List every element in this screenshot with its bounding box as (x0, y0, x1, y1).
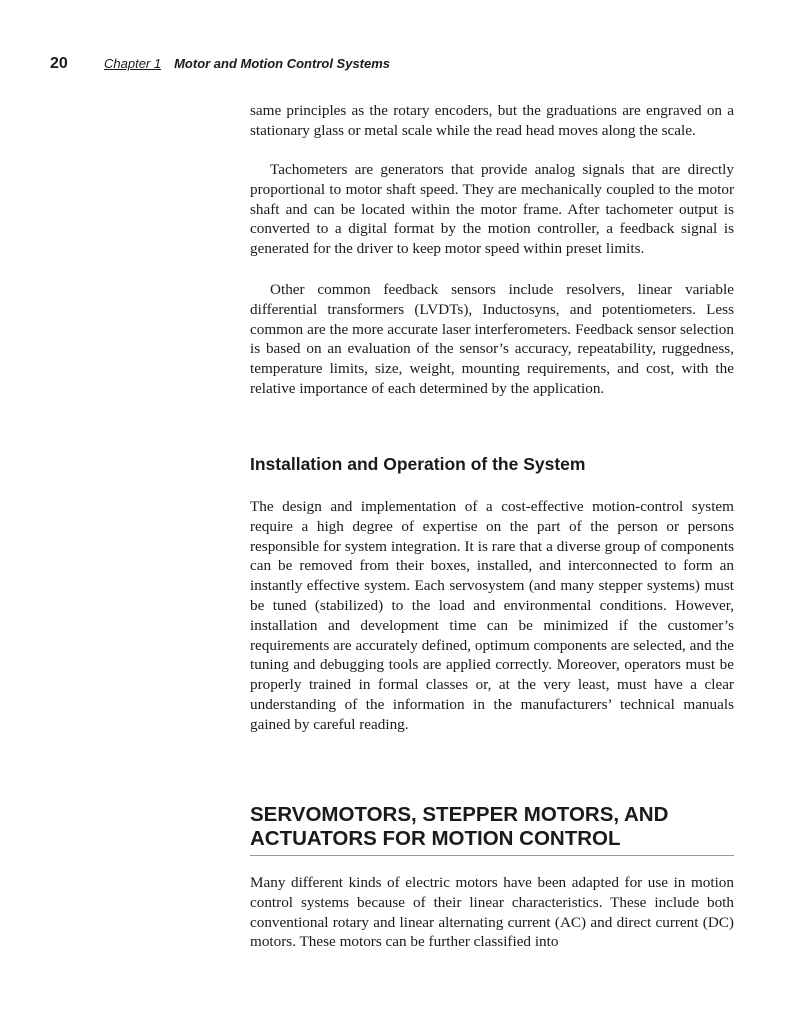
paragraph-tachometers: Tachometers are generators that provide analog signals that are directly proportional to motor shaft speed. They are mechanically coupled to the motor shaft and can be located within the motor frame. After tachometer output is converted to a digital format by the motion controller, a feedback signal is generated for the driver to keep motor speed within preset limits. (250, 161, 734, 258)
section-heading: Installation and Operation of the System (250, 454, 586, 474)
chapter-title: Motor and Motion Control Systems (174, 56, 391, 71)
paragraph-encoder-continuation: same principles as the rotary encoders, but the graduations are engraved on a stationary glass or metal scale while the read head moves along the scale. (250, 102, 734, 139)
page-number: 20 (50, 55, 68, 72)
paragraph-installation: The design and implementation of a cost-effective motion-control system require a high degree of expertise on the part of the person or persons responsible for system integration. It is rare that a diverse group of components can be removed from their boxes, installed, and interconnected to form an instantly effective system. Each servosystem (and many stepper systems) must be tuned (stabilized) to the load and environmental conditions. However, installation and development time can be minimized if the customer’s requirements are accurately defined, optimum components are selected, and the tuning and debugging tools are applied correctly. Moreover, operators must be properly trained in formal classes or, at the very least, must have a clear understanding of the information in the manufacturers’ technical manuals gained by careful reading. (250, 498, 734, 733)
running-head (50, 55, 390, 73)
chapter-label: Chapter 1 (104, 56, 162, 71)
paragraph-motors: Many different kinds of electric motors have been adapted for use in motion control systems because of their linear characteristics. These include both conventional rotary and linear alternating current (AC) and direct current (DC) motors. These motors can be further classified into (250, 874, 734, 951)
major-heading-line-2: ACTUATORS FOR MOTION CONTROL (250, 827, 621, 850)
major-heading-line-1: SERVOMOTORS, STEPPER MOTORS, AND (250, 803, 669, 826)
major-heading (250, 803, 734, 856)
paragraph-feedback-sensors: Other common feedback sensors include resolvers, linear variable differential transformers (LVDTs), Inductosyns, and potentiometers. Less common are the more accurate laser interferometers. Feedback sensor selection is based on an evaluation of the sensor’s accuracy, repeatability, ruggedness, temperature limits, size, weight, mounting requirements, and cost, with the relative importance of each determined by the application. (250, 281, 734, 397)
